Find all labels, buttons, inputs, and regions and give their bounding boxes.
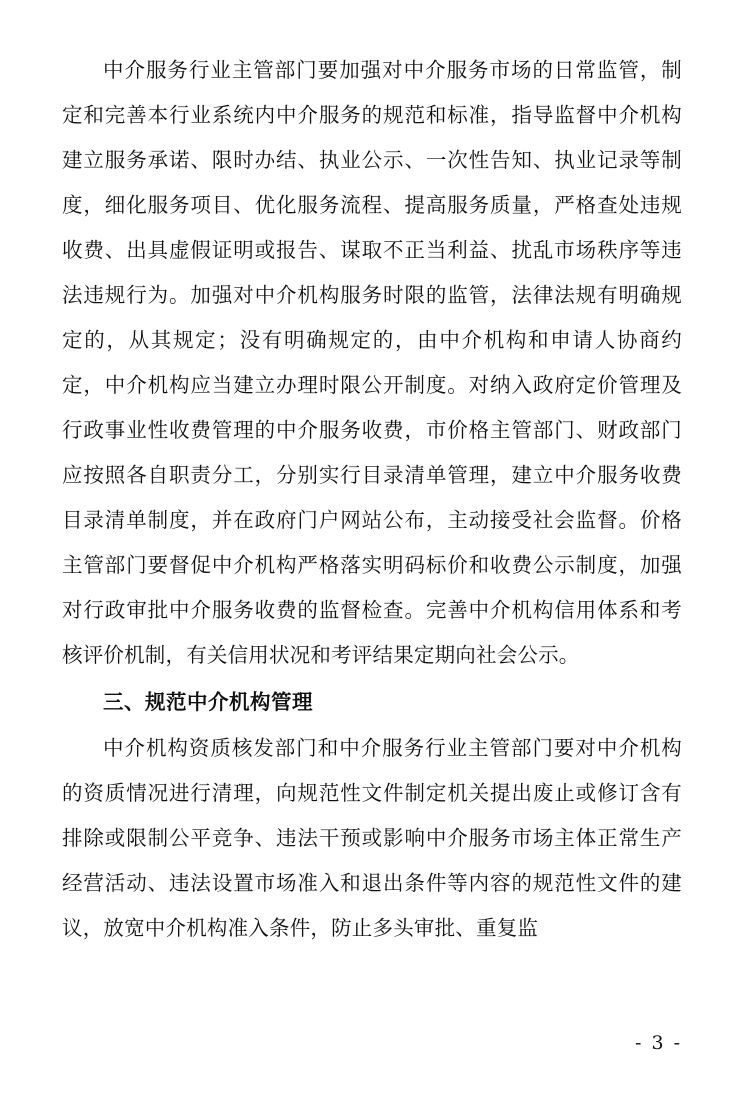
- page-number: - 3 -: [634, 1032, 682, 1054]
- document-body: [62, 48, 682, 951]
- paragraph-qualification-review: 中介机构资质核发部门和中介服务行业主管部门要对中介机构的资质情况进行清理，向规范性文件制定机关提出废止或修订含有排除或限制公平竞争、违法干预或影响中介服务市场主体正常生产经营活动、违法设置市场准入和退出条件等内容的规范性文件的建议，放宽中介机构准入条件，防止多头审批、重复监: [62, 736, 682, 940]
- section-heading-three: 三、规范中介机构管理: [103, 690, 313, 714]
- paragraph-supervision: 中介服务行业主管部门要加强对中介服务市场的日常监管，制定和完善本行业系统内中介服务的规范和标准，指导监督中介机构建立服务承诺、限时办结、执业公示、一次性告知、执业记录等制度，细化服务项目、优化服务流程、提高服务质量，严格查处违规收费、出具虚假证明或报告、谋取不正当利益、扰乱市场秩序等违法违规行为。加强对中介机构服务时限的监管，法律法规有明确规定的，从其规定；没有明确规定的，由中介机构和申请人协商约定，中介机构应当建立办理时限公开制度。对纳入政府定价管理及行政事业性收费管理的中介服务收费，市价格主管部门、财政部门应按照各自职责分工，分别实行目录清单管理，建立中介服务收费目录清单制度，并在政府门户网站公布，主动接受社会监督。价格主管部门要督促中介机构严格落实明码标价和收费公示制度，加强对行政审批中介服务收费的监督检查。完善中介机构信用体系和考核评价机制，有关信用状况和考评结果定期向社会公示。: [62, 58, 682, 667]
